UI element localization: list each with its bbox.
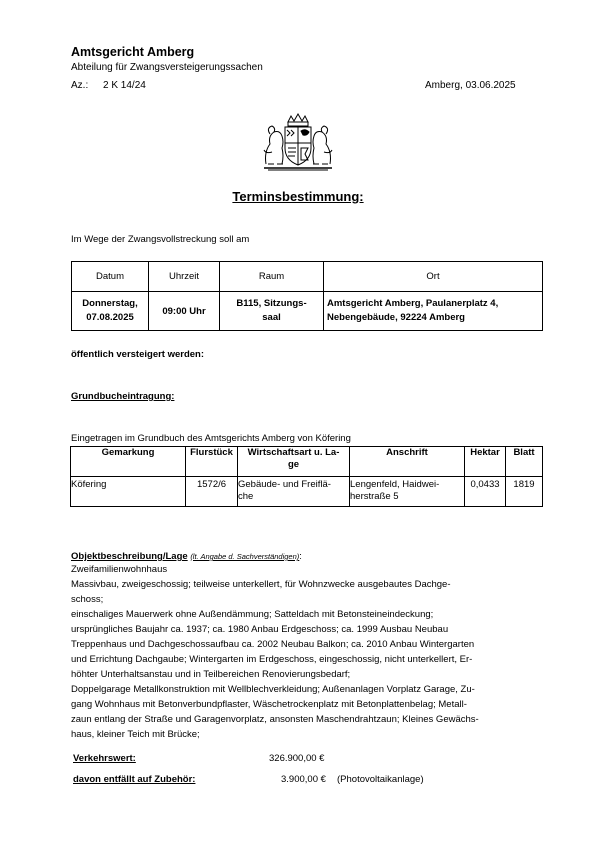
header-ort: Ort [324, 262, 543, 292]
auction-table [71, 261, 543, 331]
header-uhrzeit: Uhrzeit [149, 262, 220, 292]
description-line: einschaliges Mauerwerk ohne Außendämmung; Satteldach mit Betonsteineindeckung; [71, 609, 434, 620]
description-line: schoss; [71, 594, 104, 605]
cell-wirtschaftsart [238, 477, 350, 507]
zubehoer-note: (Photovoltaikanlage) [337, 774, 424, 785]
grundbuch-intro: Eingetragen im Grundbuch des Amtsgerichts Amberg von Köfering [71, 433, 351, 444]
objekt-description [71, 562, 516, 742]
auction-note: öffentlich versteigert werden: [71, 349, 205, 360]
description-line: Doppelgarage Metallkonstruktion mit Wellblechverkleidung; Außenanlagen Vorplatz Garage, Zu- [71, 684, 475, 695]
description-line: und Errichtung Dachgaube; Wintergarten im Erdgeschoss, eingeschossig, nicht unterkellert, Er- [71, 654, 473, 665]
wirtschaftsart-line1: Gebäude- und Freiflä- [238, 479, 331, 490]
court-name: Amtsgericht Amberg [71, 45, 195, 59]
header-wirtschaftsart-line2: ge [287, 459, 300, 470]
intro-text: Im Wege der Zwangsvollstreckung soll am [71, 234, 250, 245]
anschrift-line1: Lengenfeld, Haidwei- [350, 479, 440, 490]
date-value: 07.08.2025 [86, 312, 134, 323]
department: Abteilung für Zwangsversteigerungssachen [71, 62, 263, 73]
description-line: Zweifamilienwohnhaus [71, 564, 168, 575]
header-gemarkung: Gemarkung [71, 447, 186, 477]
room-line2: saal [262, 312, 281, 323]
cell-room [220, 292, 324, 331]
cell-hektar: 0,0433 [465, 477, 506, 507]
wirtschaftsart-line2: che [238, 491, 254, 502]
az-label: Az.: [71, 80, 89, 91]
header-hektar: Hektar [465, 447, 506, 477]
table-row [71, 477, 543, 507]
description-line: haus, kleiner Teich mit Brücke; [71, 729, 200, 740]
cell-time: 09:00 Uhr [149, 292, 220, 331]
cell-place [324, 292, 543, 331]
header-wirtschaftsart [238, 447, 350, 477]
header-blatt: Blatt [506, 447, 543, 477]
description-line: Massivbau, zweigeschossig; teilweise unterkellert, für Wohnzwecke ausgebautes Dachge- [71, 579, 451, 590]
cell-blatt: 1819 [506, 477, 543, 507]
cell-anschrift [350, 477, 465, 507]
header-raum: Raum [220, 262, 324, 292]
header-flurstueck: Flurstück [186, 447, 238, 477]
cell-gemarkung: Köfering [71, 477, 186, 507]
date-weekday: Donnerstag, [82, 298, 138, 309]
page-title: Terminsbestimmung: [232, 189, 364, 204]
description-line: ursprüngliches Baujahr ca. 1937; ca. 1980 Anbau Erdgeschoss; ca. 1999 Ausbau Neubau [71, 624, 449, 635]
zubehoer-value: 3.900,00 € [281, 774, 326, 785]
place-line1: Amtsgericht Amberg, Paulanerplatz 4, [327, 298, 499, 309]
verkehrswert-value: 326.900,00 € [269, 753, 325, 764]
zubehoer-label: davon entfällt auf Zubehör: [73, 774, 196, 785]
objekt-heading: Objektbeschreibung/Lage [71, 551, 188, 562]
header-wirtschaftsart-line1: Wirtschaftsart u. La- [247, 447, 340, 458]
place-date: Amberg, 03.06.2025 [425, 80, 516, 91]
az-value: 2 K 14/24 [103, 80, 146, 91]
grundbuch-table [70, 446, 543, 507]
cell-date [72, 292, 149, 331]
objekt-heading-suffix: : [299, 551, 302, 562]
cell-flurstueck: 1572/6 [186, 477, 238, 507]
description-line: zaun entlang der Straße und Garagenvorplatz, ansonsten Maschendrahtzaun; Kleines Gewächs- [71, 714, 479, 725]
header-anschrift: Anschrift [350, 447, 465, 477]
description-line: höhter Unterhaltsanstau und in Teilbereichen Renovierungsbedarf; [71, 669, 351, 680]
coat-of-arms-emblem [258, 112, 338, 174]
description-line: gang Wohnhaus mit Betonverbundpflaster, Wäschetrockenplatz mit Betonplattenbelag; Metall- [71, 699, 467, 710]
place-line2: Nebengebäude, 92224 Amberg [327, 312, 465, 323]
anschrift-line2: herstraße 5 [350, 491, 399, 502]
room-line1: B115, Sitzungs- [236, 298, 307, 309]
grundbuch-heading: Grundbucheintragung: [71, 391, 175, 402]
objekt-heading-note: (lt. Angabe d. Sachverständigen) [190, 552, 300, 561]
description-line: Treppenhaus und Dachgeschossaufbau ca. 2002 Neubau Balkon; ca. 2010 Anbau Wintergarten [71, 639, 475, 650]
header-datum: Datum [72, 262, 149, 292]
verkehrswert-label: Verkehrswert: [73, 753, 136, 764]
